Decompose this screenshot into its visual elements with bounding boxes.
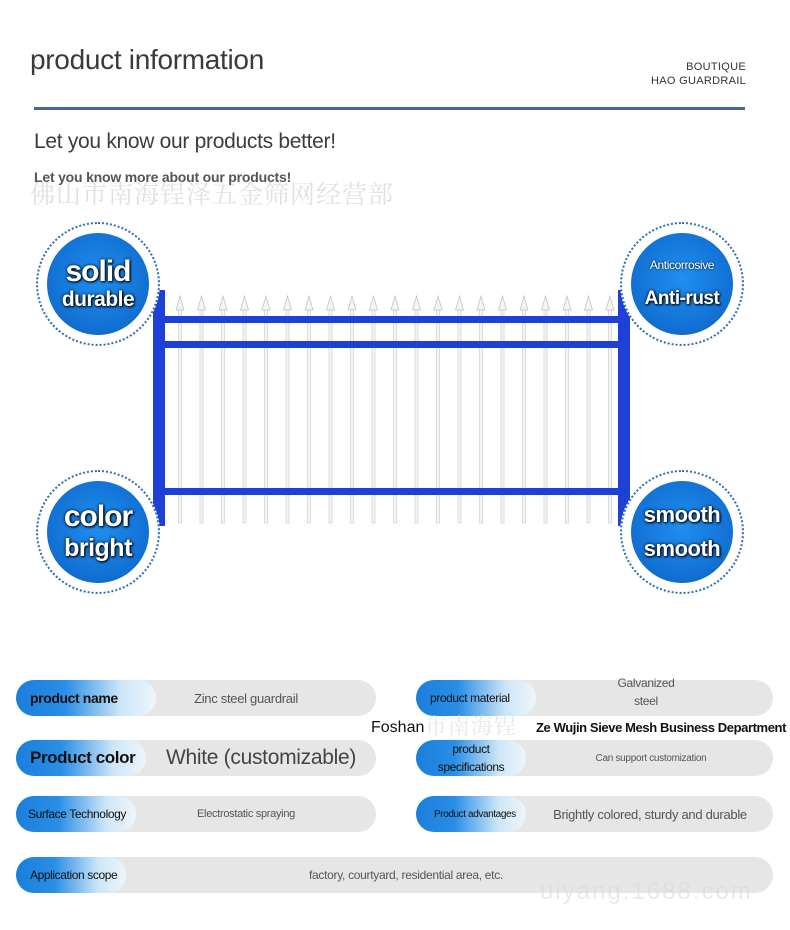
fence-picket-tip	[370, 296, 378, 310]
fence-picket-tip	[456, 296, 464, 310]
spec-label: Application scope	[30, 868, 118, 882]
spec-value: White (customizable)	[165, 746, 357, 769]
fence-picket-tip	[284, 296, 292, 310]
spec-label: product name	[30, 690, 118, 706]
fence-picket-tip	[499, 296, 507, 310]
fence-picket-tip	[262, 296, 270, 310]
page-title: product information	[30, 44, 264, 75]
feature-badge-solid	[36, 222, 160, 346]
spec-value: Electrostatic spraying	[197, 808, 295, 820]
fence-picket-tip	[348, 296, 356, 310]
spec-label: Product color	[30, 748, 136, 767]
spec-value: Can support customization	[595, 752, 707, 764]
badge-title: color	[63, 500, 133, 533]
fence-picket-tip	[520, 296, 528, 310]
spec-row-product-specifications	[416, 740, 773, 776]
fence-picket-tip	[327, 296, 335, 310]
fence-picket-tip	[477, 296, 485, 310]
watermark-text-2: 市南海锃	[425, 714, 518, 739]
spec-value: factory, courtyard, residential area, etc.	[309, 868, 503, 882]
spec-label: product material	[430, 691, 510, 705]
fence-top-rail	[153, 316, 630, 323]
badge-title: Anticorrosive	[649, 258, 715, 272]
fence-picket-tip	[241, 296, 249, 310]
badge-subtitle: smooth	[643, 536, 721, 561]
fence-picket-tip	[176, 296, 184, 310]
spec-label-line-1: product	[452, 742, 490, 756]
spec-value-line-1: Galvanized	[617, 676, 675, 690]
badge-subtitle: bright	[64, 534, 132, 562]
fence-middle-rail	[153, 341, 630, 348]
watermark-text-3: uiyang.1688.com	[540, 878, 753, 905]
spec-row-surface-technology	[16, 796, 376, 832]
fence-picket-tip	[585, 296, 593, 310]
spec-value: Zinc steel guardrail	[194, 690, 298, 706]
badge-subtitle: Anti-rust	[644, 288, 720, 309]
spec-row-product-advantages	[416, 796, 773, 832]
spec-row-product-color	[16, 740, 376, 776]
fence-picket-tip	[563, 296, 571, 310]
feature-badge-smooth	[620, 470, 744, 594]
company-foshan: Foshan	[371, 719, 425, 736]
spec-label: Product advantages	[434, 808, 516, 820]
spec-value	[576, 674, 716, 710]
fence-picket-tip	[391, 296, 399, 310]
fence-picket-tip	[305, 296, 313, 310]
fence-picket-tip	[198, 296, 206, 310]
watermark-text: 佛山市南海锃泽五金筛网经营部	[30, 181, 395, 209]
spec-value: Brightly colored, sturdy and durable	[553, 806, 747, 822]
intro-heading: Let you know our products better!	[34, 130, 336, 153]
fence-image	[150, 288, 635, 528]
fence-picket-tip	[542, 296, 550, 310]
fence-bottom-rail	[153, 488, 630, 495]
spec-value-line-2: steel	[634, 694, 658, 708]
fence-picket-tip	[434, 296, 442, 310]
badge-subtitle: durable	[61, 288, 135, 311]
spec-row-product-name	[16, 680, 376, 716]
header-divider	[34, 107, 745, 110]
intro-subheading: Let you know more about our products!	[34, 169, 292, 185]
brand-line-2: HAO GUARDRAIL	[651, 75, 746, 87]
badge-title: solid	[65, 255, 131, 288]
company-name: Ze Wujin Sieve Mesh Business Department	[536, 720, 787, 735]
feature-badge-anticorrosive	[620, 222, 744, 346]
spec-label: Surface Technology	[28, 807, 126, 821]
fence-picket-tip	[219, 296, 227, 310]
brand-line-1: BOUTIQUE	[686, 61, 746, 73]
badge-title: smooth	[643, 502, 721, 527]
fence-picket-tip	[413, 296, 421, 310]
spec-label-line-2: specifications	[437, 760, 505, 774]
feature-badge-color	[36, 470, 160, 594]
fence-picket-tip	[606, 296, 614, 310]
brand-mark	[651, 60, 746, 88]
